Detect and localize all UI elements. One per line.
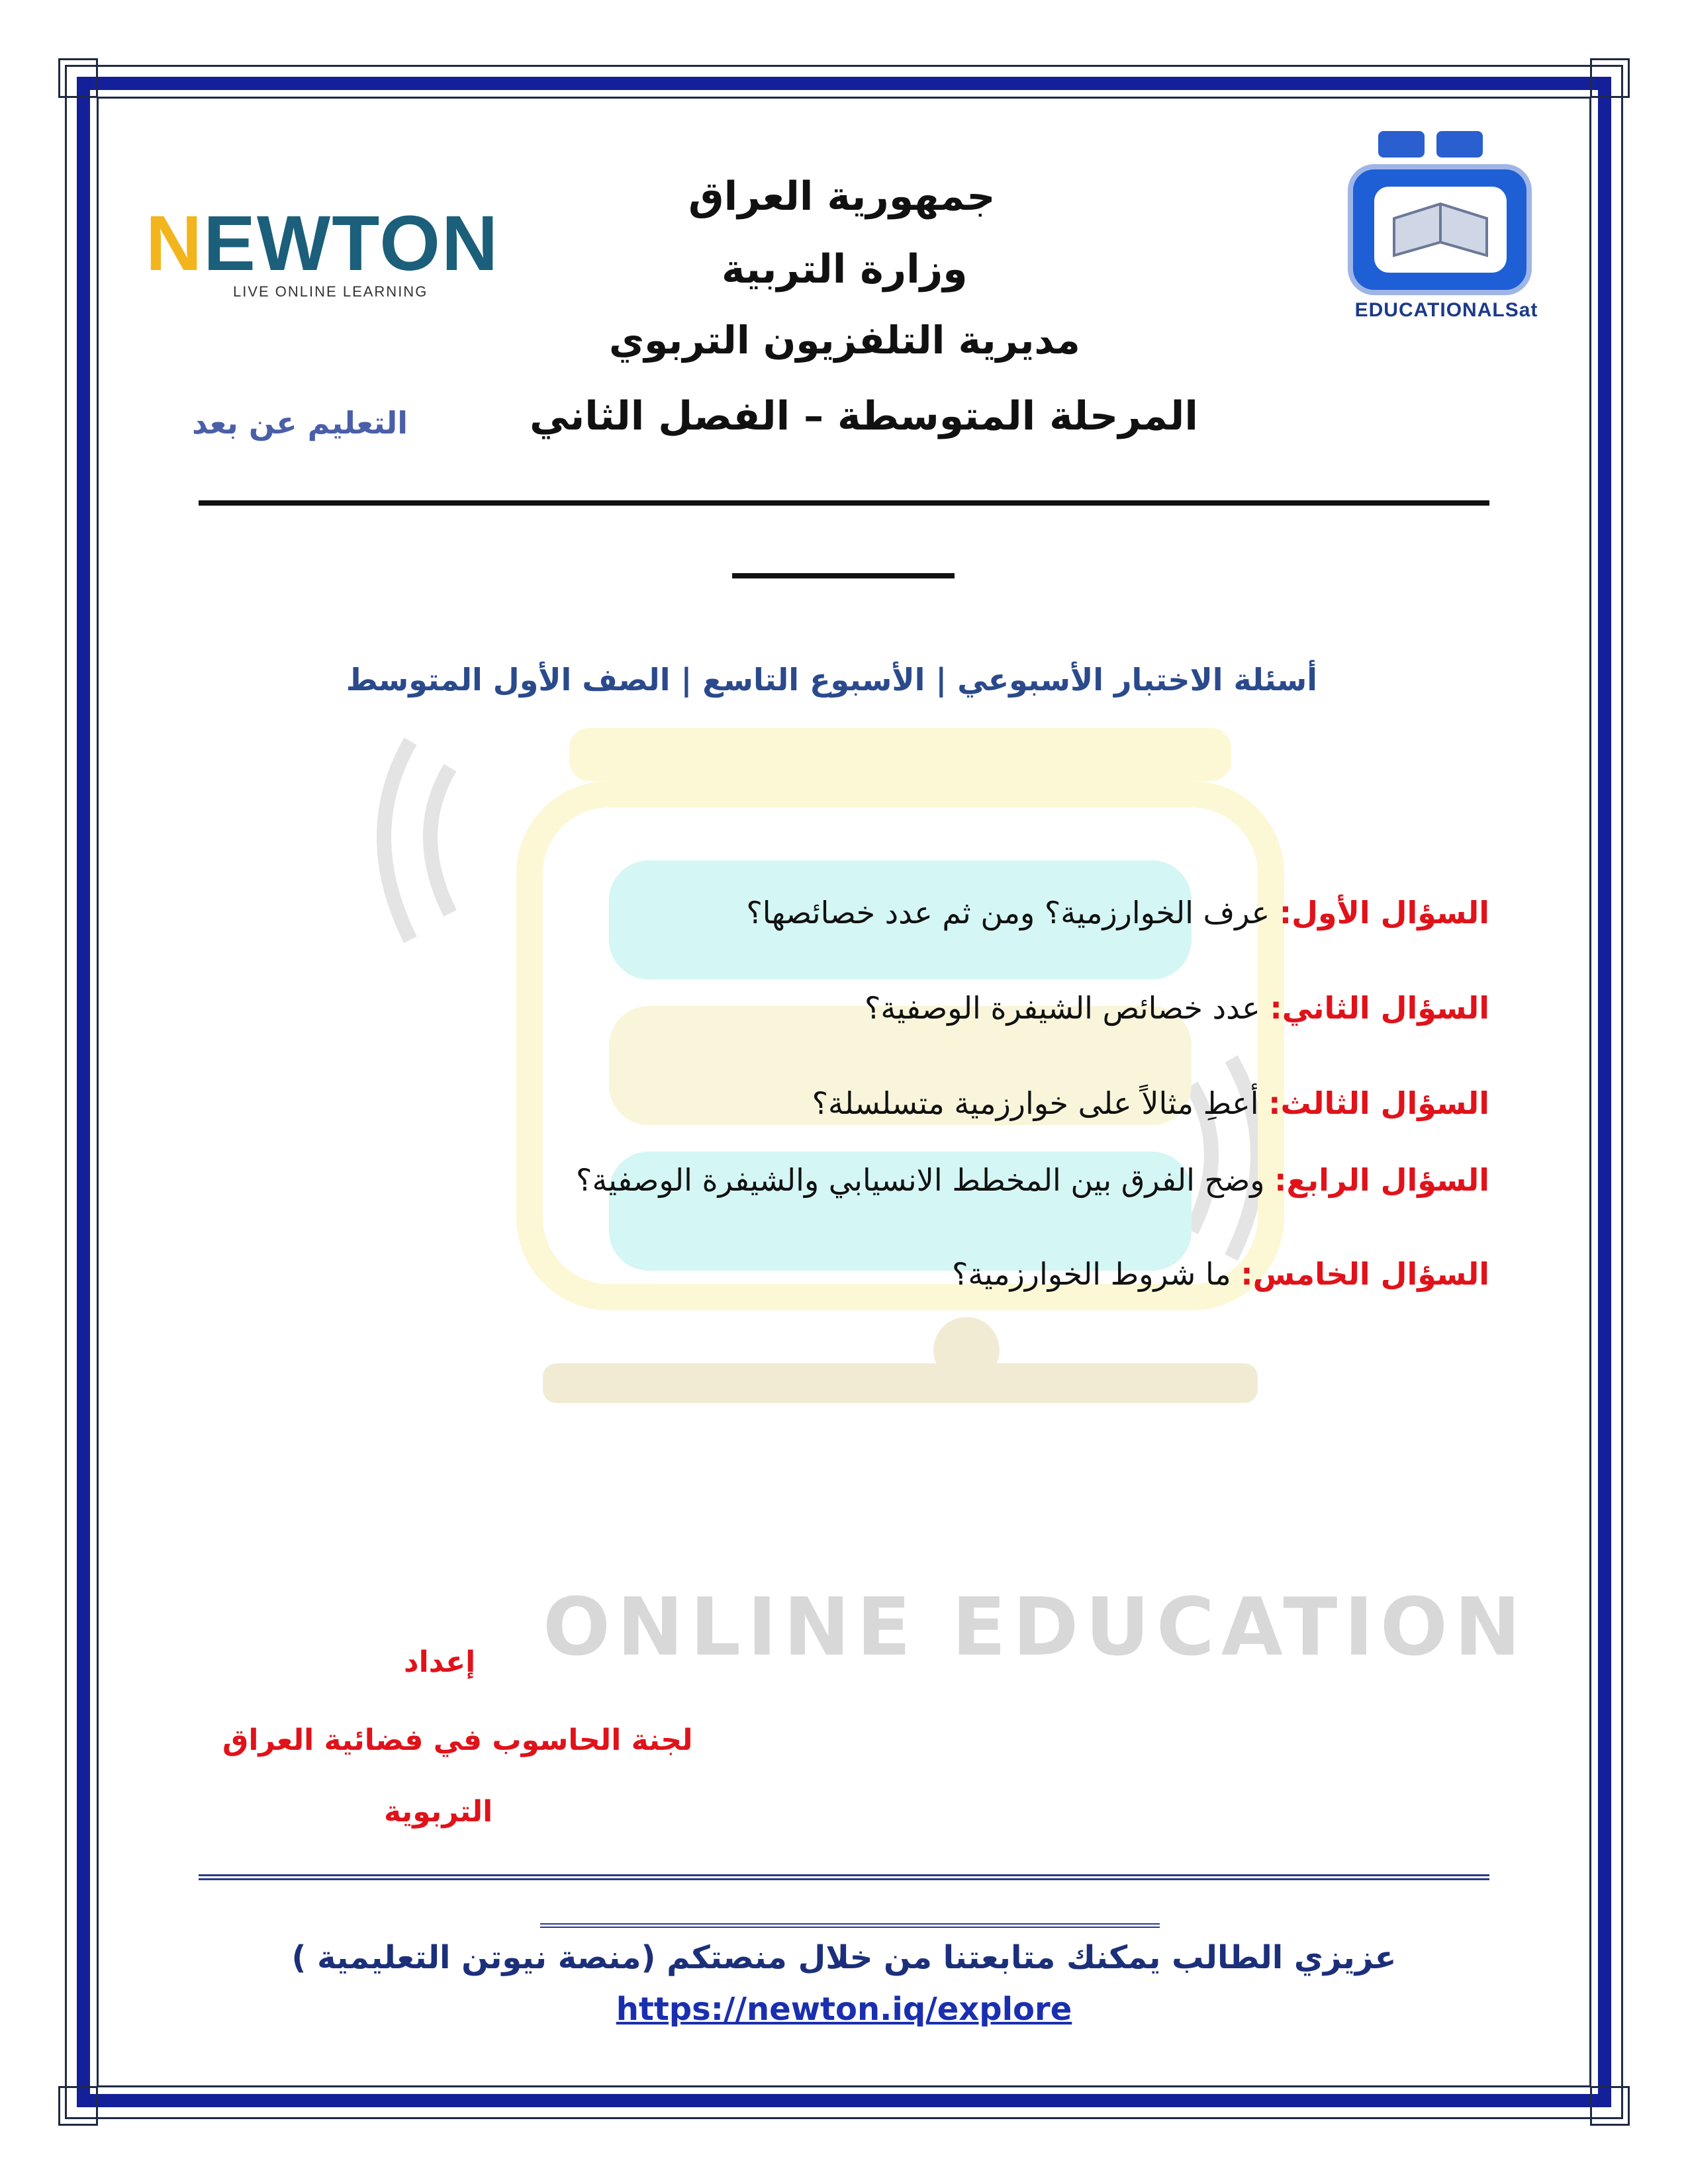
question-4-text: وضح الفرق بين المخطط الانسيابي والشيفرة الوصفية؟ <box>576 1162 1275 1198</box>
question-2-label: السؤال الثاني: <box>1270 990 1489 1026</box>
question-1-text: عرف الخوارزمية؟ ومن ثم عدد خصائصها؟ <box>746 895 1280 931</box>
tv-book-icon <box>1337 126 1556 298</box>
newton-logo <box>146 199 503 311</box>
newton-logo-initial: N <box>146 200 204 287</box>
newton-logo-tagline: LIVE ONLINE LEARNING <box>233 283 428 300</box>
question-1-label: السؤال الأول: <box>1279 895 1489 931</box>
corner-ornament-bottom-right <box>1590 2086 1630 2126</box>
credit-committee: لجنة الحاسوب في فضائية العراق <box>222 1723 693 1757</box>
footer-divider <box>199 1874 1489 1880</box>
corner-ornament-bottom-left <box>58 2086 98 2126</box>
question-4-label: السؤال الرابع: <box>1274 1162 1489 1198</box>
question-3-text: أعطِ مثالاً على خوارزمية متسلسلة؟ <box>812 1085 1269 1121</box>
question-3-label: السؤال الثالث: <box>1268 1085 1489 1121</box>
newton-logo-rest: EWTON <box>203 200 500 287</box>
question-5 <box>952 1256 1489 1292</box>
header-stage-semester: المرحلة المتوسطة – الفصل الثاني <box>530 393 1198 439</box>
footer-divider-short <box>540 1923 1160 1928</box>
question-5-text: ما شروط الخوارزمية؟ <box>951 1256 1241 1292</box>
header-ministry: وزارة التربية <box>722 246 968 293</box>
question-2-text: عدد خصائص الشيفرة الوصفية؟ <box>864 990 1270 1026</box>
credit-committee-cont: التربوية <box>384 1795 493 1829</box>
question-1 <box>746 895 1489 931</box>
credit-prepared-by: إعداد <box>404 1645 476 1679</box>
question-5-label: السؤال الخامس: <box>1241 1256 1489 1292</box>
header-divider-short <box>732 573 955 578</box>
educational-sat-logo <box>1337 126 1556 324</box>
question-4 <box>576 1162 1489 1198</box>
remote-learning-label: التعليم عن بعد <box>192 405 408 441</box>
footer-message: عزيزي الطالب يمكنك متابعتنا من خلال منصتكم (منصة نيوتن التعليمية ) <box>291 1939 1397 1976</box>
header-republic: جمهورية العراق <box>688 173 996 220</box>
footer-explore-link[interactable]: https://newton.iq/explore <box>616 1991 1072 2028</box>
corner-ornament-top-right <box>1590 58 1630 98</box>
watermark-text: ONLINE EDUCATION <box>543 1582 1528 1674</box>
header-directorate: مديرية التلفزيون التربوي <box>609 318 1080 363</box>
educational-sat-wordmark: EDUCATIONALSat <box>1354 299 1538 321</box>
exam-subtitle: أسئلة الاختبار الأسبوعي | الأسبوع التاسع | الصف الأول المتوسط <box>346 662 1317 698</box>
newton-logo-wordmark <box>146 199 499 289</box>
question-3 <box>812 1085 1489 1121</box>
corner-ornament-top-left <box>58 58 98 98</box>
header-divider <box>199 500 1489 506</box>
question-2 <box>865 990 1489 1026</box>
